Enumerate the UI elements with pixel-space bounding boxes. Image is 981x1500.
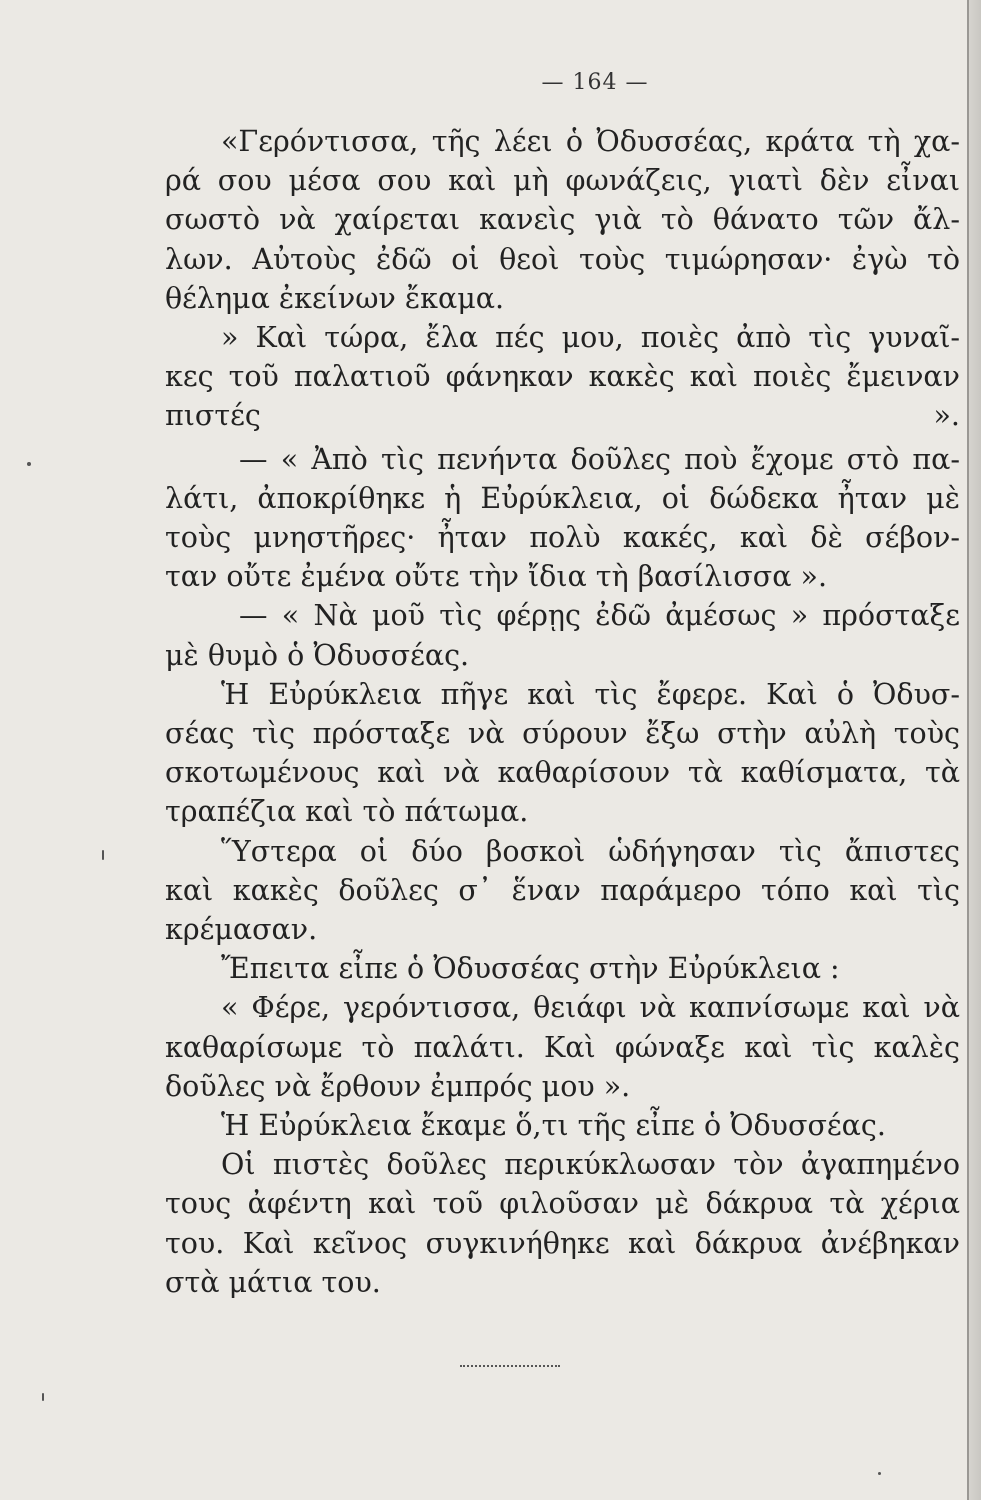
- text-line: σκοτωμένους καὶ νὰ καθαρίσουν τὰ καθίσματα, τὰ: [165, 756, 960, 790]
- paragraph-p3: [165, 440, 960, 597]
- print-speck: [102, 850, 104, 860]
- text-line: ταν οὔτε ἐμένα οὔτε τὴν ἴδια τὴ βασίλισσα ».: [165, 560, 827, 594]
- text-line: κες τοῦ παλατιοῦ φάνηκαν κακὲς καὶ ποιὲς ἔμειναν: [165, 360, 960, 394]
- text-line: καθαρίσωμε τὸ παλάτι. Καὶ φώναξε καὶ τὶς καλὲς: [165, 1030, 960, 1064]
- paragraph-p5: [165, 675, 960, 832]
- text-line: του. Καὶ κεῖνος συγκινήθηκε καὶ δάκρυα ἀνέβηκαν: [165, 1226, 960, 1260]
- text-line: κρέμασαν.: [165, 913, 318, 947]
- print-speck: [878, 1472, 881, 1475]
- text-line: » Καὶ τώρα, ἔλα πές μου, ποιὲς ἀπὸ τὶς γυναῖ-: [221, 321, 960, 355]
- text-line: Ἡ Εὐρύκλεια ἔκαμε ὅ,τι τῆς εἶπε ὁ Ὀδυσσέας.: [221, 1109, 886, 1143]
- paragraph-p8: [165, 988, 960, 1106]
- text-line: — « Νὰ μοῦ τὶς φέρῃς ἐδῶ ἀμέσως » πρόσταξε: [239, 599, 960, 633]
- text-line: τοὺς μνηστῆρες· ἦταν πολὺ κακές, καὶ δὲ σέβον-: [165, 521, 960, 555]
- print-speck: [42, 1393, 44, 1401]
- text-line: σωστὸ νὰ χαίρεται κανεὶς γιὰ τὸ θάνατο τῶν ἄλ-: [165, 203, 960, 237]
- paragraph-p4: [165, 596, 960, 674]
- text-line: θέλημα ἐκείνων ἔκαμα.: [165, 281, 505, 315]
- text-line: τους ἀφέντη καὶ τοῦ φιλοῦσαν μὲ δάκρυα τὰ χέρια: [165, 1187, 960, 1221]
- text-line: «Γερόντισσα, τῆς λέει ὁ Ὀδυσσέας, κράτα τὴ χα-: [221, 125, 960, 158]
- text-line: τραπέζια καὶ τὸ πάτωμα.: [165, 795, 529, 829]
- text-line: Ἔπειτα εἶπε ὁ Ὀδυσσέας στὴν Εὐρύκλεια :: [221, 952, 840, 986]
- footer-dotted-rule: [460, 1365, 560, 1367]
- text-line: στὰ μάτια του.: [165, 1265, 381, 1299]
- print-speck: [27, 462, 31, 466]
- text-line: Οἱ πιστὲς δοῦλες περικύκλωσαν τὸν ἀγαπημένο: [221, 1148, 960, 1182]
- paragraph-p9: [165, 1106, 960, 1145]
- page-edge-shadow: [969, 0, 981, 1500]
- paragraph-p7: [165, 949, 960, 988]
- text-line: μὲ θυμὸ ὁ Ὀδυσσέας.: [165, 638, 470, 672]
- paragraph-p1: [165, 122, 960, 318]
- text-line: λάτι, ἀποκρίθηκε ἡ Εὐρύκλεια, οἱ δώδεκα ἦταν μὲ: [165, 481, 960, 515]
- text-line: — « Ἀπὸ τὶς πενήντα δοῦλες ποὺ ἔχομε στὸ πα-: [239, 442, 960, 476]
- text-line: ρά σου μέσα σου καὶ μὴ φωνάζεις, γιατὶ δὲν εἶναι: [165, 164, 960, 198]
- text-line: καὶ κακὲς δοῦλες σ᾽ ἕναν παράμερο τόπο καὶ τὶς: [165, 873, 960, 907]
- text-line: Ὕστερα οἱ δύο βοσκοὶ ὡδήγησαν τὶς ἄπιστες: [221, 834, 960, 868]
- paragraph-p2: [165, 318, 960, 440]
- page-number: — 164 —: [541, 70, 649, 95]
- text-line: σέας τὶς πρόσταξε νὰ σύρουν ἔξω στὴν αὐλὴ τοὺς: [165, 717, 960, 751]
- text-line: πιστές ».: [165, 399, 960, 433]
- body-text: [165, 122, 960, 1302]
- text-line: « Φέρε, γερόντισσα, θειάφι νὰ καπνίσωμε καὶ νὰ: [221, 991, 960, 1025]
- text-line: λων. Αὐτοὺς ἐδῶ οἱ θεοὶ τοὺς τιμώρησαν· ἐγὼ τὸ: [165, 242, 960, 276]
- paragraph-p6: [165, 832, 960, 950]
- paragraph-p10: [165, 1145, 960, 1302]
- text-line: Ἡ Εὐρύκλεια πῆγε καὶ τὶς ἔφερε. Καὶ ὁ Ὀδυσ-: [221, 677, 960, 711]
- text-line: δοῦλες νὰ ἔρθουν ἐμπρός μου ».: [165, 1069, 631, 1103]
